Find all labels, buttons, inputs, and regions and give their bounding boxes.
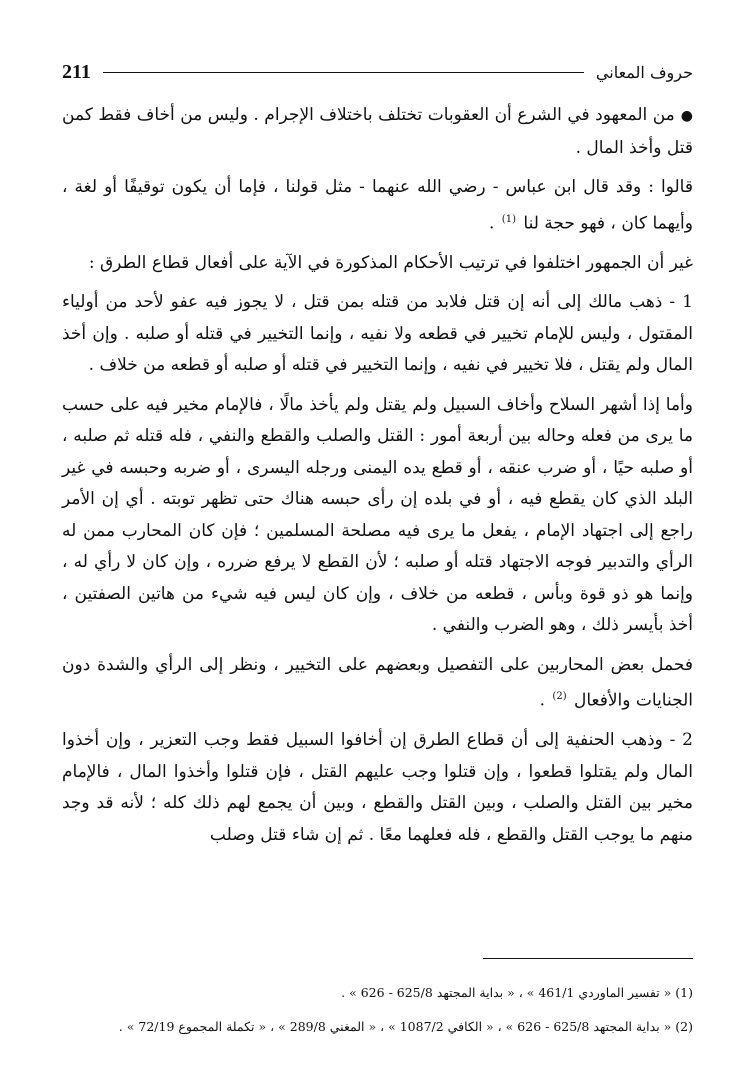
paragraph-text: 1 - ذهب مالك إلى أنه إن قتل فلابد من قتله بمن قتل ، لا يجوز فيه عفو لأحد من أولياء المقتول ، وليس للإمام تخيير في قطعه ولا نفيه ، وإنما التخيير في قتله أو صلبه . وإن أخذ المال ولم يقتل ، فلا تخيير في نفيه ، وإنما التخيير في قتله أو صلبه أو قطعه من خلاف .: [62, 292, 693, 376]
paragraph: [62, 650, 693, 718]
paragraph: [62, 390, 693, 642]
paragraph-text: من المعهود في الشرع أن العقوبات تختلف باختلاف الإجرام . وليس من أخاف فقط كمن قتل وأخذ المال .: [62, 105, 693, 158]
bullet-icon: ●: [680, 108, 693, 124]
paragraph: [62, 248, 693, 280]
footnote-rule: [483, 958, 693, 959]
main-text: [62, 100, 693, 859]
paragraph: [62, 172, 693, 240]
paragraph-text: غير أن الجمهور اختلفوا في ترتيب الأحكام المذكورة في الآية على أفعال قطاع الطرق :: [88, 252, 693, 273]
paragraph: [62, 287, 693, 382]
footnote-ref[interactable]: (1): [501, 213, 516, 225]
paragraph-text: فحمل بعض المحاربين على التفصيل وبعضهم على التخيير ، ونظر إلى الرأي والشدة دون الجنايات والأفعال: [62, 654, 693, 711]
page-number: 211: [62, 60, 91, 83]
paragraph-text: وأما إذا أشهر السلاح وأخاف السبيل ولم يقتل ولم يأخذ مالًا ، فالإمام مخير فيه على حسب ما يرى من فعله وحاله بين أربعة أمور : القتل والصلب والقطع والنفي ، فله قتله ثم صلبه ، أو صلبه حيًا ، أو ضرب عنقه ، أو قطع يده اليمنى ورجله اليسرى ، أو ضربه وحبسه في غير البلد الذي كان يقطع فيه ، أو في بلده إن رأى حبسه هناك حتى تظهر توبته . أي إن الأمر راجع إلى اجتهاد الإمام ، يفعل ما يرى فيه مصلحة المسلمين ؛ فإن كان المحارب ممن له الرأي والتدبير فوجه الاجتهاد قتله أو صلبه ؛ لأن القطع لا يرفع ضرره ، وإن كان لا رأي له ، وإنما هو ذو قوة وبأس ، قطعه من خلاف ، وإن كان ليس فيه شيء من هاتين الصفتين ، أخذ بأيسر ذلك ، وهو الضرب والنفي .: [62, 394, 693, 636]
paragraph-end: .: [488, 213, 500, 234]
paragraph: [62, 725, 693, 851]
footnote: (2) « بداية المجتهد 625/8 - 626 » ، « الكافي 1087/2 » ، « المغني 289/8 » ، « تكملة المجموع 72/19 » .: [118, 1019, 693, 1034]
paragraph-end: .: [539, 690, 551, 711]
footnotes: [62, 980, 693, 1048]
paragraph: [62, 100, 693, 164]
paragraph-text: 2 - وذهب الحنفية إلى أن قطاع الطرق إن أخافوا السبيل فقط وجب التعزير ، وإن أخذوا المال ولم يقتلوا قطعوا ، وإن قتلوا وجب عليهم القتل ، فإن قتلوا وأخذوا المال ، فالإمام مخير بين القتل والصلب ، وبين القتل والقطع ، وبين أن يجمع لهم ذلك كله ؛ لأنه قد وجد منهم ما يوجب القتل والقطع ، فله فعلهما معًا . ثم إن شاء قتل وصلب: [62, 730, 693, 845]
header-rule: [103, 72, 584, 73]
footnote-ref[interactable]: (2): [552, 691, 567, 703]
page-header: [62, 58, 693, 86]
running-title: حروف المعاني: [595, 62, 693, 82]
footnote: (1) « تفسير الماوردي 461/1 » ، « بداية المجتهد 625/8 - 626 » .: [341, 985, 693, 1000]
paragraph-text: قالوا : وقد قال ابن عباس - رضي الله عنهما - مثل قولنا ، فإما أن يكون توقيفًا أو لغة ، وأيهما كان ، فهو حجة لنا: [62, 177, 693, 234]
